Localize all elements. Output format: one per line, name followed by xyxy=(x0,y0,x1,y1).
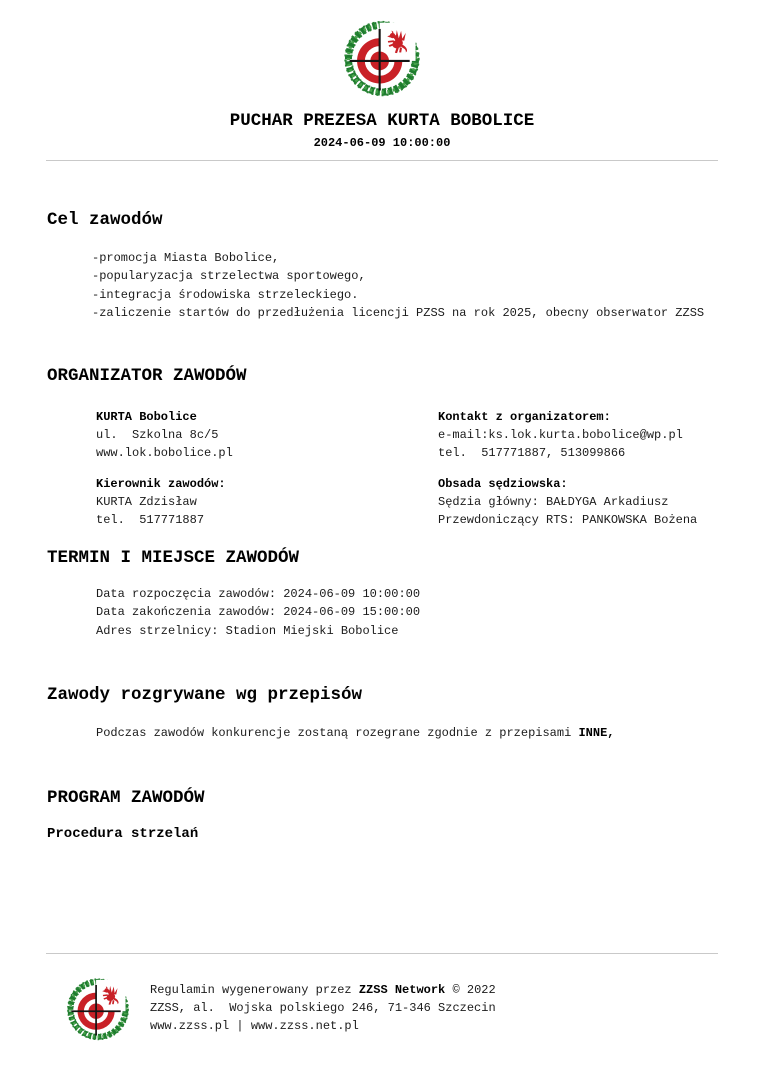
footer-generated-year: © 2022 xyxy=(445,983,496,997)
footer-generated-line xyxy=(150,983,496,998)
organizer-name: KURTA Bobolice xyxy=(96,410,197,424)
goal-item: -popularyzacja strzelectwa sportowego, xyxy=(92,269,366,283)
manager-heading: Kierownik zawodów: xyxy=(96,477,226,491)
referee-main: Sędzia główny: BAŁDYGA Arkadiusz xyxy=(438,495,669,509)
contact-heading: Kontakt z organizatorem: xyxy=(438,410,611,424)
event-datetime: 2024-06-09 10:00:00 xyxy=(313,136,451,150)
section-heading-rules: Zawody rozgrywane wg przepisów xyxy=(47,685,363,705)
venue-end: Data zakończenia zawodów: 2024-06-09 15:00:00 xyxy=(96,605,421,619)
footer-websites-line: www.zzss.pl | www.zzss.net.pl xyxy=(150,1019,359,1033)
contact-email: e-mail:ks.lok.kurta.bobolice@wp.pl xyxy=(438,428,683,442)
footer-divider xyxy=(46,953,718,954)
footer-generated-bold: ZZSS Network xyxy=(358,983,446,997)
rules-text-plain: Podczas zawodów konkurencje zostaną rozegrane zgodnie z przepisami xyxy=(96,726,579,740)
contact-phones: tel. 517771887, 513099866 xyxy=(438,446,626,460)
referee-rts: Przewdoniczący RTS: PANKOWSKA Bożena xyxy=(438,513,698,527)
footer-zzss-logo xyxy=(66,968,130,1048)
program-subheading: Procedura strzelań xyxy=(47,826,199,842)
goal-item: -integracja środowiska strzeleckiego. xyxy=(92,288,359,302)
manager-name: KURTA Zdzisław xyxy=(96,495,197,509)
referees-heading: Obsada sędziowska: xyxy=(438,477,568,491)
organizer-address: ul. Szkolna 8c/5 xyxy=(96,428,219,442)
section-heading-program: PROGRAM ZAWODÓW xyxy=(47,788,205,808)
goal-item: -promocja Miasta Bobolice, xyxy=(92,251,280,265)
rules-text-bold: INNE, xyxy=(578,726,615,740)
page-title: PUCHAR PREZESA KURTA BOBOLICE xyxy=(229,111,535,131)
goal-item: -zaliczenie startów do przedłużenia licencji PZSS na rok 2025, obecny obserwator ZZSS xyxy=(92,306,705,320)
footer-address-line: ZZSS, al. Wojska polskiego 246, 71-346 Szczecin xyxy=(150,1001,496,1015)
header-divider xyxy=(46,160,718,161)
venue-start: Data rozpoczęcia zawodów: 2024-06-09 10:00:00 xyxy=(96,587,421,601)
section-heading-venue: TERMIN I MIEJSCE ZAWODÓW xyxy=(47,548,300,568)
footer-generated-plain: Regulamin wygenerowany przez xyxy=(150,983,359,997)
header-zzss-logo xyxy=(343,17,421,97)
section-heading-goal: Cel zawodów xyxy=(47,210,163,230)
section-heading-organizer: ORGANIZATOR ZAWODÓW xyxy=(47,366,247,386)
rules-text xyxy=(96,726,615,741)
organizer-website: www.lok.bobolice.pl xyxy=(96,446,233,460)
venue-address: Adres strzelnicy: Stadion Miejski Bobolice xyxy=(96,624,399,638)
manager-phone: tel. 517771887 xyxy=(96,513,205,527)
